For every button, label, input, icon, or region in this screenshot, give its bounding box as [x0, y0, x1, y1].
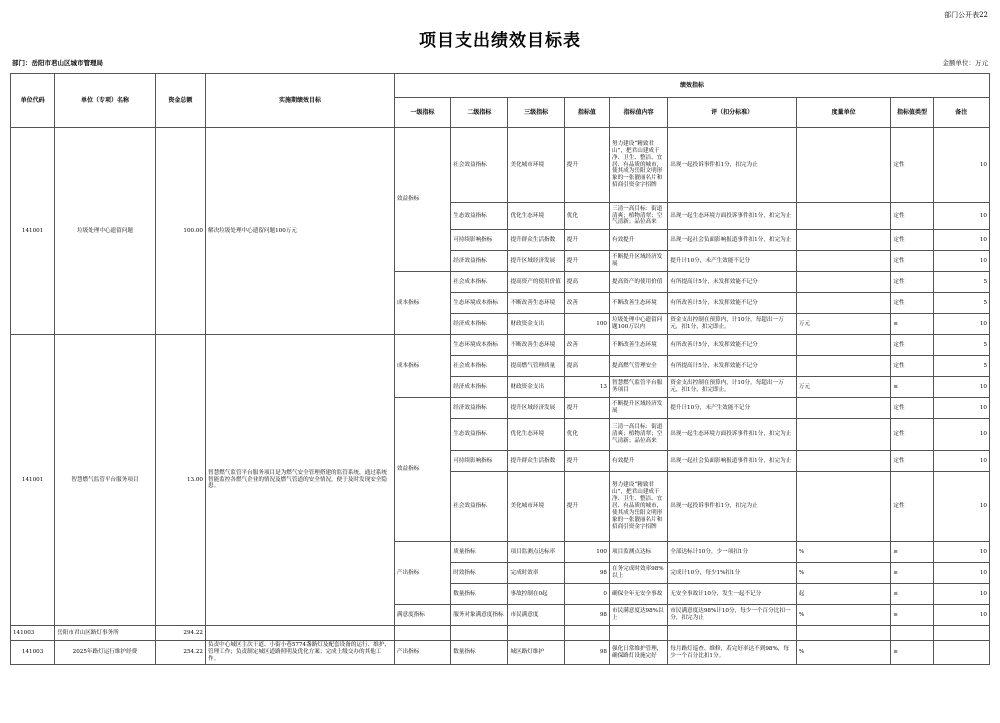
value-cell: 98 [564, 641, 609, 665]
level1-cell: 满意度指标 [394, 605, 450, 626]
header-name: 单位（专项）名称 [55, 74, 156, 128]
level2-cell: 生态效益指标 [451, 419, 508, 451]
note-cell: 10 [933, 377, 989, 398]
level1-cell: 成本指标 [394, 335, 450, 398]
content-cell: 项目监测点达标 [609, 542, 667, 563]
value-type-cell: 定性 [891, 230, 933, 251]
content-cell: 提高资产的使用价值 [609, 272, 667, 293]
score-cell: 出现一起生态环境方面投诉事件扣1分，扣完为止 [668, 419, 797, 451]
level3-cell: 提升区域经济发展 [508, 251, 564, 272]
value-type-cell: ≤ [891, 377, 933, 398]
measure-unit-cell: 万元 [796, 314, 890, 335]
value-type-cell: 定性 [891, 335, 933, 356]
value-type-cell: ≤ [891, 584, 933, 605]
value-type-cell: 定性 [891, 293, 933, 314]
score-cell: 出现一起投诉事件扣1分，扣完为止 [668, 472, 797, 542]
score-cell: 有所改善计5分，未发挥效能不记分 [668, 293, 797, 314]
level3-cell: 财政资金支出 [508, 377, 564, 398]
note-cell: 10 [933, 605, 989, 626]
value-cell: 改善 [564, 293, 609, 314]
level2-cell: 社会成本指标 [451, 272, 508, 293]
level3-cell: 提升群众生活指数 [508, 451, 564, 472]
value-cell: 提升 [564, 451, 609, 472]
table-number-label: 部门公开表22 [944, 11, 988, 19]
level3-cell: 提升区域经济发展 [508, 398, 564, 419]
level1-cell: 成本指标 [394, 272, 450, 335]
unit-code-cell: 141003 [11, 626, 55, 641]
score-cell: 资金支出控制在预算内，计10分，每超出一万元，扣1分，扣完即止。 [668, 377, 797, 398]
measure-unit-cell [796, 272, 890, 293]
content-cell: 确保全年无安全事故 [609, 584, 667, 605]
note-cell: 10 [933, 128, 989, 203]
department-label: 部门：岳阳市君山区城市管理局 [12, 59, 103, 67]
note-cell: 10 [933, 230, 989, 251]
value-cell: 改善 [564, 335, 609, 356]
value-type-cell: ≥ [891, 605, 933, 626]
content-cell: 三清一高目标：街道清爽；植物清翠；空气清新；品位高来 [609, 419, 667, 451]
content-cell: 有效提升 [609, 230, 667, 251]
value-cell: 提升 [564, 398, 609, 419]
content-cell: 努力建设“精致君山”，把君山建成干净、卫生、整洁、宜居、有品质的城市，使其成为岳阳文明形象的一张靓丽名片和招商引资金字招牌 [609, 472, 667, 542]
value-type-cell: ≤ [891, 314, 933, 335]
content-cell: 垃圾处理中心遗留问题100万以内 [609, 314, 667, 335]
score-cell: 出现一起社会负面影响报道事件扣1分，扣完为止 [668, 451, 797, 472]
value-cell: 0 [564, 584, 609, 605]
value-type-cell: ≥ [891, 641, 933, 665]
level2-cell: 质量指标 [451, 542, 508, 563]
value-type-cell: 定性 [891, 251, 933, 272]
level3-cell: 优化生态环境 [508, 203, 564, 230]
level2-cell: 社会效益指标 [451, 472, 508, 542]
score-cell: 出现一起社会负面影响报道事件扣1分，扣完为止 [668, 230, 797, 251]
content-cell: 不断提升区域经济发展 [609, 251, 667, 272]
total-amount-cell: 100.00 [155, 128, 205, 335]
project-name-cell: 垃圾处理中心遗留问题 [55, 128, 156, 335]
measure-unit-cell: % [796, 563, 890, 584]
project-name-cell: 岳阳市君山区路灯事务所 [55, 626, 156, 641]
measure-unit-cell: % [796, 542, 890, 563]
content-cell: 不断提升区域经济发展 [609, 398, 667, 419]
note-cell: 10 [933, 314, 989, 335]
level2-cell: 可持续影响指标 [451, 230, 508, 251]
value-cell: 提升 [564, 472, 609, 542]
level2-cell: 生态环境成本指标 [451, 293, 508, 314]
note-cell: 10 [933, 563, 989, 584]
content-cell: 三清一高目标：街道清爽；植物清翠；空气清新；品位高来 [609, 203, 667, 230]
level3-cell: 城区路灯维护 [508, 641, 564, 665]
header-value: 指标值 [564, 98, 609, 128]
page-title: 项目支出绩效目标表 [419, 31, 581, 51]
note-cell: 10 [933, 451, 989, 472]
value-cell: 提升 [564, 230, 609, 251]
value-cell: 提升 [564, 251, 609, 272]
value-cell: 100 [564, 314, 609, 335]
unit-code-cell: 141001 [11, 335, 55, 626]
score-cell: 完成计10分，每少1%扣1分 [668, 563, 797, 584]
level2-cell: 社会成本指标 [451, 356, 508, 377]
score-cell: 有所提高计5分，未发挥效能不记分 [668, 272, 797, 293]
note-cell: 10 [933, 584, 989, 605]
level3-cell: 事故控制在0起 [508, 584, 564, 605]
goal-cell: 负责中心城区主次干道、小街小巷5774盏路灯及配套设备的运行、维护、管理工作；负责制定城区道路照明及优化方案；完成上级交办的其他工作。 [205, 641, 394, 665]
level3-cell: 财政资金支出 [508, 314, 564, 335]
score-cell: 有所提高计5分，未发挥效能不记分 [668, 356, 797, 377]
note-cell: 5 [933, 356, 989, 377]
note-cell: 5 [933, 293, 989, 314]
measure-unit-cell: 万元 [796, 377, 890, 398]
level2-cell: 社会效益指标 [451, 128, 508, 203]
header-value-type: 指标值类型 [891, 98, 933, 128]
score-cell: 资金支出控制在预算内，计10分，每超出一万元，扣1分，扣完即止。 [668, 314, 797, 335]
project-name-cell: 智慧燃气监管平台服务项目 [55, 335, 156, 626]
header-goal: 实施期绩效目标 [205, 74, 394, 128]
note-cell: 5 [933, 335, 989, 356]
note-cell [933, 641, 989, 665]
content-cell: 努力建设“精致君山”，把君山建成干净、卫生、整洁、宜居、有品质的城市，使其成为岳阳文明形象的一张靓丽名片和招商引资金字招牌 [609, 128, 667, 203]
level3-cell: 提高资产的使用价值 [508, 272, 564, 293]
value-type-cell: 定性 [891, 472, 933, 542]
measure-unit-cell: % [796, 641, 890, 665]
level1-cell: 效益指标 [394, 398, 450, 542]
note-cell: 10 [933, 251, 989, 272]
score-cell: 市民满意度达98%计10分，每少一个百分比扣一分，扣完为止 [668, 605, 797, 626]
measure-unit-cell [796, 335, 890, 356]
value-cell: 提升 [564, 128, 609, 203]
level3-cell: 优化生态环境 [508, 419, 564, 451]
level3-cell: 提高燃气管理质量 [508, 356, 564, 377]
level2-cell: 数量指标 [451, 641, 508, 665]
score-cell: 出现一起投诉事件扣1分，扣完为止 [668, 128, 797, 203]
table-row [11, 128, 990, 203]
value-type-cell: 定性 [891, 272, 933, 293]
header-content: 指标值内容 [609, 98, 667, 128]
content-cell: 在务完成时效率98%以上 [609, 563, 667, 584]
measure-unit-cell: % [796, 605, 890, 626]
score-cell: 全部达标计10分，少一项扣1分 [668, 542, 797, 563]
level3-cell: 美化城市环境 [508, 472, 564, 542]
project-name-cell: 2025年路灯运行维护经费 [55, 641, 156, 665]
measure-unit-cell: 起 [796, 584, 890, 605]
header-total: 资金总额 [155, 74, 205, 128]
measure-unit-cell [796, 419, 890, 451]
value-type-cell: 定性 [891, 419, 933, 451]
measure-unit-cell [796, 203, 890, 230]
unit-code-cell: 141003 [11, 641, 55, 665]
value-cell: 98 [564, 605, 609, 626]
content-cell: 强化日常维护管理，确保路灯设施完好 [609, 641, 667, 665]
content-cell: 提高燃气管理安全 [609, 356, 667, 377]
header-score: 评（扣分标准） [668, 98, 797, 128]
level3-cell: 项目监测点达标率 [508, 542, 564, 563]
note-cell: 10 [933, 203, 989, 230]
content-cell: 不断改善生态环境 [609, 335, 667, 356]
note-cell: 10 [933, 472, 989, 542]
level2-cell: 服务对象满意度指标 [451, 605, 508, 626]
note-cell: 5 [933, 272, 989, 293]
amount-unit-label: 金额单位：万元 [942, 59, 988, 67]
performance-table [10, 73, 990, 665]
header-level2: 二级指标 [451, 98, 508, 128]
measure-unit-cell [796, 472, 890, 542]
level3-cell: 不断改善生态环境 [508, 293, 564, 314]
table-row [11, 641, 990, 665]
content-cell: 市民满意度达98%以上 [609, 605, 667, 626]
header-note: 备注 [933, 98, 989, 128]
value-type-cell: 定性 [891, 451, 933, 472]
note-cell: 10 [933, 542, 989, 563]
measure-unit-cell [796, 293, 890, 314]
table-row [11, 335, 990, 356]
goal-cell: 智慧燃气监管平台服务项目是为燃气安全管理搭建的监管系统，通过系统智能监控各燃气企业的情况及燃气管道的安全情况，便于及时发现安全隐患。 [205, 335, 394, 626]
measure-unit-cell [796, 356, 890, 377]
header-level3: 三级指标 [508, 98, 564, 128]
level1-cell: 效益指标 [394, 128, 450, 272]
header-code: 单位代码 [11, 74, 55, 128]
level2-cell: 时效指标 [451, 563, 508, 584]
score-cell: 提升计10分，未产生效能不记分 [668, 398, 797, 419]
value-cell: 提高 [564, 272, 609, 293]
unit-code-cell: 141001 [11, 128, 55, 335]
header-level1: 一级指标 [394, 98, 450, 128]
goal-cell: 解决垃圾处理中心遗留问题100万元 [205, 128, 394, 335]
total-amount-cell: 254.22 [155, 641, 205, 665]
note-cell: 10 [933, 419, 989, 451]
score-cell: 有所改善计5分，未发挥效能不记分 [668, 335, 797, 356]
level2-cell: 生态环境成本指标 [451, 335, 508, 356]
level2-cell: 可持续影响指标 [451, 451, 508, 472]
value-type-cell: 定性 [891, 203, 933, 230]
value-cell: 提高 [564, 356, 609, 377]
note-cell: 10 [933, 398, 989, 419]
level2-cell: 经济效益指标 [451, 251, 508, 272]
level3-cell: 美化城市环境 [508, 128, 564, 203]
level2-cell: 经济成本指标 [451, 314, 508, 335]
header-measure-unit: 度量单位 [796, 98, 890, 128]
level2-cell: 数量指标 [451, 584, 508, 605]
level3-cell: 提升群众生活指数 [508, 230, 564, 251]
score-cell: 每月路灯巡查、维修，若完好率达不到98%，每少一个百分比扣1分。 [668, 641, 797, 665]
level3-cell: 不断改善生态环境 [508, 335, 564, 356]
measure-unit-cell [796, 251, 890, 272]
measure-unit-cell [796, 398, 890, 419]
table-row [11, 626, 990, 641]
measure-unit-cell [796, 128, 890, 203]
value-type-cell: ≥ [891, 542, 933, 563]
value-type-cell: 定性 [891, 356, 933, 377]
value-cell: 100 [564, 542, 609, 563]
total-amount-cell: 294.22 [155, 626, 205, 641]
score-cell: 出现一起生态环境方面投诉事件扣1分，扣完为止 [668, 203, 797, 230]
measure-unit-cell [796, 451, 890, 472]
value-cell: 13 [564, 377, 609, 398]
value-type-cell: 定性 [891, 128, 933, 203]
value-cell: 优化 [564, 419, 609, 451]
level2-cell: 经济成本指标 [451, 377, 508, 398]
value-cell: 优化 [564, 203, 609, 230]
level1-cell: 产出指标 [394, 542, 450, 605]
content-cell: 不断改善生态环境 [609, 293, 667, 314]
content-cell: 智慧燃气监管平台服务项目 [609, 377, 667, 398]
level1-cell: 产出指标 [394, 641, 450, 665]
total-amount-cell: 13.00 [155, 335, 205, 626]
value-cell: 98 [564, 563, 609, 584]
content-cell: 有效提升 [609, 451, 667, 472]
value-type-cell: 定性 [891, 398, 933, 419]
score-cell: 提升计10分，未产生效能不记分 [668, 251, 797, 272]
value-type-cell: ≥ [891, 563, 933, 584]
level3-cell: 完成时效率 [508, 563, 564, 584]
level3-cell: 市民满意度 [508, 605, 564, 626]
measure-unit-cell [796, 230, 890, 251]
level2-cell: 生态效益指标 [451, 203, 508, 230]
score-cell: 无安全事故计10分，发生一起不记分 [668, 584, 797, 605]
header-indicators: 绩效指标 [394, 74, 989, 98]
level2-cell: 经济效益指标 [451, 398, 508, 419]
